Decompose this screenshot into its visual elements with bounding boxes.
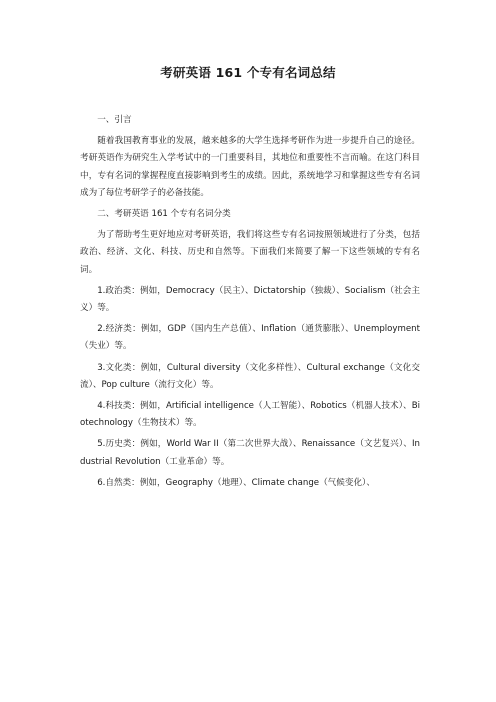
list-item-politics: 1.政治类：例如，Democracy（民主）、Dictatorship（独裁）、Socialism（社会主义）等。: [80, 285, 420, 314]
paragraph-intro: 随着我国教育事业的发展，越来越多的大学生选择考研作为进一步提升自己的途径。考研英语作为研究生入学考试中的一门重要科目，其地位和重要性不言而喻。在这门科目中，专有名词的掌握程度直接影响到考生的成绩。因此，系统地学习和掌握这些专有名词成为了每位考研学子的必备技能。: [80, 136, 420, 198]
document-title: 考研英语 161 个专有名词总结: [160, 65, 336, 80]
document-body: [80, 112, 420, 496]
list-item-nature: 6.自然类：例如，Geography（地理）、Climate change（气候变化）、: [97, 477, 375, 488]
section-heading-intro: 一、引言: [97, 115, 132, 125]
list-item-technology: 4.科技类：例如，Artificial intelligence（人工智能）、Robotics（机器人技术）、Biotechnology（生物技术）等。: [80, 401, 420, 429]
list-item-history: 5.历史类：例如，World War II（第二次世界大战）、Renaissance（文艺复兴）、Industrial Revolution（工业革命）等。: [80, 439, 420, 467]
paragraph-classification: 为了帮助考生更好地应对考研英语，我们将这些专有名词按照领域进行了分类，包括政治、经济、文化、科技、历史和自然等。下面我们来简要了解一下这些领域的专有名词。: [80, 230, 420, 275]
list-item-economics: 2.经济类：例如，GDP（国内生产总值）、Inflation（通货膨胀）、Unemployment（失业）等。: [80, 324, 420, 352]
section-heading-classification: 二、考研英语 161 个专有名词分类: [97, 209, 231, 220]
list-item-culture: 3.文化类：例如，Cultural diversity（文化多样性）、Cultural exchange（文化交流）、Pop culture（流行文化）等。: [80, 362, 420, 390]
